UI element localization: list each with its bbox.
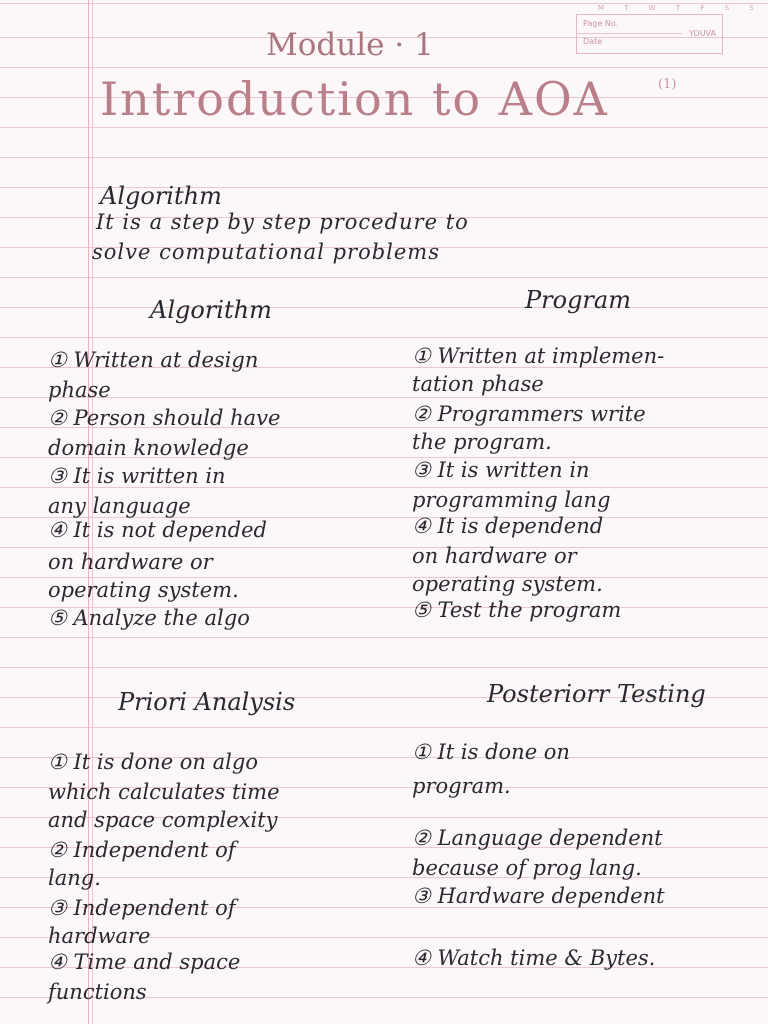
definition-heading: Algorithm xyxy=(100,182,222,210)
page-number-label: Page No. xyxy=(583,19,619,28)
algorithm-point-line: operating system. xyxy=(48,578,239,602)
algorithm-point-line: any language xyxy=(48,494,191,518)
algorithm-point-line: on hardware or xyxy=(48,550,213,574)
page-title: Introduction to AOA xyxy=(100,72,609,126)
posteriori-point-line: ④ Watch time & Bytes. xyxy=(412,946,656,970)
column-heading-priori: Priori Analysis xyxy=(118,688,296,716)
page-date-box xyxy=(576,14,723,54)
priori-point-line: hardware xyxy=(48,924,151,948)
program-point-line: the program. xyxy=(412,430,552,454)
priori-point-line: which calculates time xyxy=(48,780,280,804)
posteriori-point-line: ① It is done on xyxy=(412,740,570,764)
module-heading: Module · 1 xyxy=(266,27,434,63)
notebook-brand: YOUVA xyxy=(688,29,716,38)
priori-point-line: lang. xyxy=(48,866,101,890)
date-label: Date xyxy=(583,37,603,46)
weekday-strip: M T W T F S S xyxy=(598,4,763,12)
posteriori-point-line: because of prog lang. xyxy=(412,856,642,880)
program-point-line: ④ It is dependend xyxy=(412,514,604,538)
algorithm-point-line: phase xyxy=(48,378,111,402)
priori-point-line: and space complexity xyxy=(48,808,278,832)
program-point-line: ③ It is written in xyxy=(412,458,590,482)
algorithm-point-line: ② Person should have xyxy=(48,406,281,430)
program-point-line: ① Written at implemen- xyxy=(412,344,665,368)
algorithm-point-line: domain knowledge xyxy=(48,436,249,460)
priori-point-line: ① It is done on algo xyxy=(48,750,258,774)
column-heading-program: Program xyxy=(525,286,631,314)
page-date-divider xyxy=(577,33,682,34)
posteriori-point-line: ② Language dependent xyxy=(412,826,663,850)
algorithm-point-line: ③ It is written in xyxy=(48,464,226,488)
program-point-line: on hardware or xyxy=(412,544,577,568)
column-heading-algorithm: Algorithm xyxy=(150,296,272,324)
program-point-line: operating system. xyxy=(412,572,603,596)
algorithm-point-line: ① Written at design xyxy=(48,348,259,372)
priori-point-line: ② Independent of xyxy=(48,838,236,862)
algorithm-point-line: ⑤ Analyze the algo xyxy=(48,606,250,630)
program-point-line: tation phase xyxy=(412,372,544,396)
definition-line: solve computational problems xyxy=(92,240,440,264)
priori-point-line: ④ Time and space xyxy=(48,950,241,974)
definition-line: It is a step by step procedure to xyxy=(96,210,469,234)
program-point-line: ⑤ Test the program xyxy=(412,598,622,622)
priori-point-line: ③ Independent of xyxy=(48,896,236,920)
posteriori-point-line: program. xyxy=(412,774,511,798)
program-point-line: programming lang xyxy=(412,488,611,512)
page-title-mark: (1) xyxy=(658,77,677,92)
algorithm-point-line: ④ It is not depended xyxy=(48,518,267,542)
priori-point-line: functions xyxy=(48,980,147,1004)
column-heading-posteriori: Posteriorr Testing xyxy=(487,680,706,708)
program-point-line: ② Programmers write xyxy=(412,402,646,426)
posteriori-point-line: ③ Hardware dependent xyxy=(412,884,665,908)
